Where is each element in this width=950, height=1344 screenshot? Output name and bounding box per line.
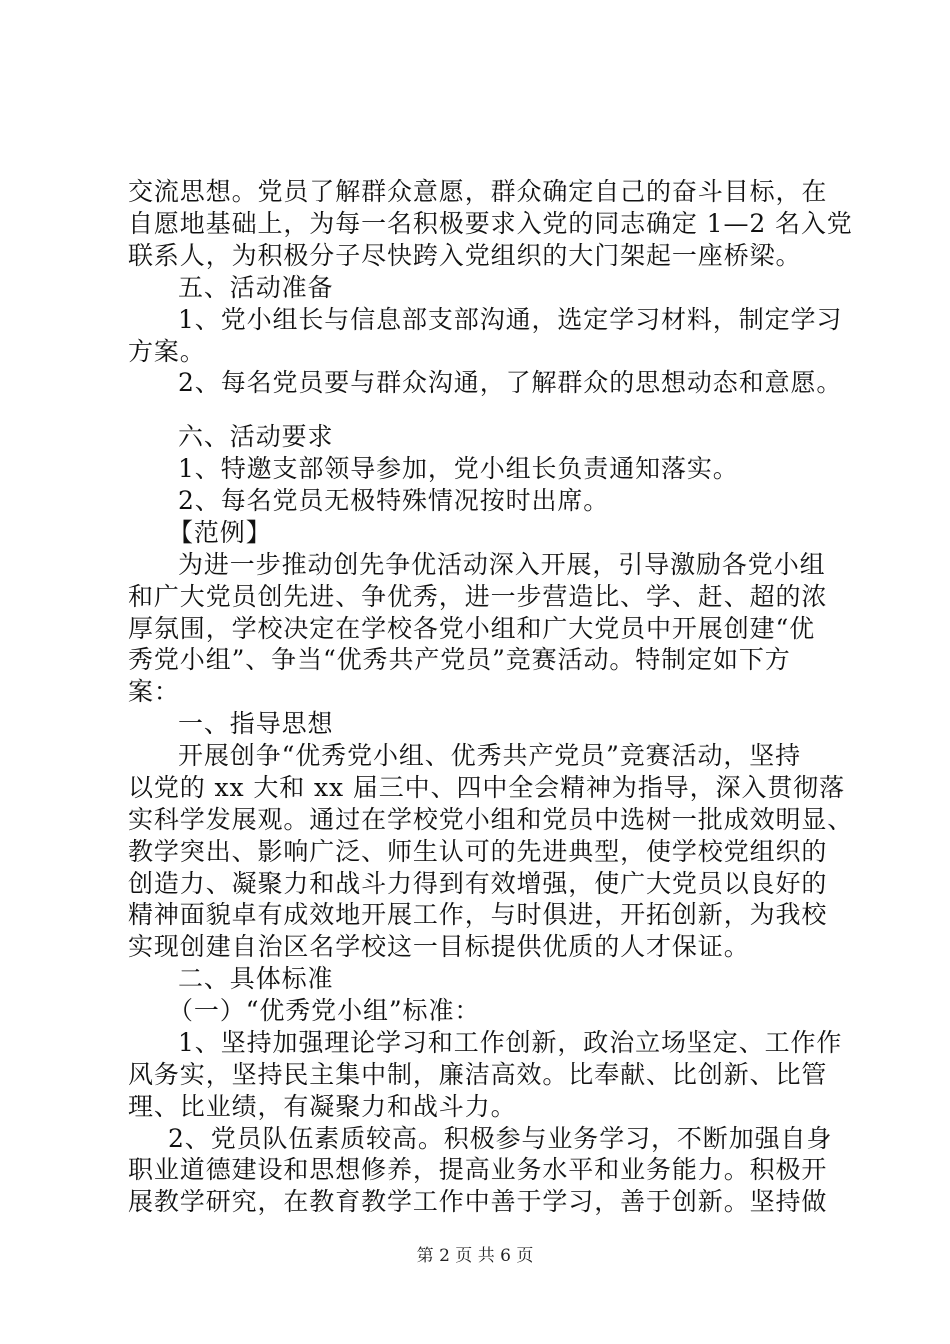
section-heading: 一、指导思想 [178,709,334,738]
example-label: 【范例】 [168,518,272,547]
body-line: 为进一步推动创先争优活动深入开展，引导激励各党小组 [178,550,826,579]
body-line: 2、每名党员无极特殊情况按时出席。 [178,486,610,515]
body-line: 开展创争“优秀党小组、优秀共产党员”竞赛活动，坚持 [178,741,802,770]
body-line: 案： [128,677,180,706]
body-line: 1、特邀支部领导参加，党小组长负责通知落实。 [178,454,739,483]
body-line: 和广大党员创先进、争优秀，进一步营造比、学、赶、超的浓 [128,582,828,611]
section-heading: 五、活动准备 [178,273,334,302]
body-line: 实现创建自治区名学校这一目标提供优质的人才保证。 [128,932,750,961]
body-line: 教学突出、影响广泛、师生认可的先进典型，使学校党组织的 [128,837,828,866]
section-heading: 六、活动要求 [178,422,334,451]
body-line: 职业道德建设和思想修养，提高业务水平和业务能力。积极开 [128,1155,828,1184]
body-line: 自愿地基础上，为每一名积极要求入党的同志确定 1—2 名入党 [128,209,853,238]
body-line: 方案。 [128,337,206,366]
body-line: 精神面貌卓有成效地开展工作，与时俱进，开拓创新，为我校 [128,900,828,929]
body-line: 风务实，坚持民主集中制，廉洁高效。比奉献、比创新、比管 [128,1060,828,1089]
body-line: 以党的 xx 大和 xx 届三中、四中全会精神为指导，深入贯彻落 [128,773,845,802]
body-line: 创造力、凝聚力和战斗力得到有效增强，使广大党员以良好的 [128,869,828,898]
body-line: 2、党员队伍素质较高。积极参与业务学习，不断加强自身 [168,1124,833,1153]
body-line: 厚氛围，学校决定在学校各党小组和广大党员中开展创建“优 [128,614,816,643]
subsection-heading: （一）“优秀党小组”标准： [168,996,481,1025]
body-line: 展教学研究，在教育教学工作中善于学习，善于创新。坚持做 [128,1187,828,1216]
body-line: 实科学发展观。通过在学校党小组和党员中选树一批成效明显、 [128,805,854,834]
body-line: 1、党小组长与信息部支部沟通，选定学习材料，制定学习 [178,305,843,334]
body-line: 交流思想。党员了解群众意愿，群众确定自己的奋斗目标，在 [128,177,828,206]
body-line: 秀党小组”、争当“优秀共产党员”竞赛活动。特制定如下方 [128,645,791,674]
body-line: 联系人，为积极分子尽快跨入党组织的大门架起一座桥梁。 [128,241,802,270]
body-line: 2、每名党员要与群众沟通，了解群众的思想动态和意愿。 [178,368,843,397]
body-line: 理、比业绩，有凝聚力和战斗力。 [128,1092,517,1121]
page-footer: 第 2 页 共 6 页 [416,1246,534,1266]
section-heading: 二、具体标准 [178,964,334,993]
body-line: 1、坚持加强理论学习和工作创新，政治立场坚定、工作作 [178,1028,843,1057]
